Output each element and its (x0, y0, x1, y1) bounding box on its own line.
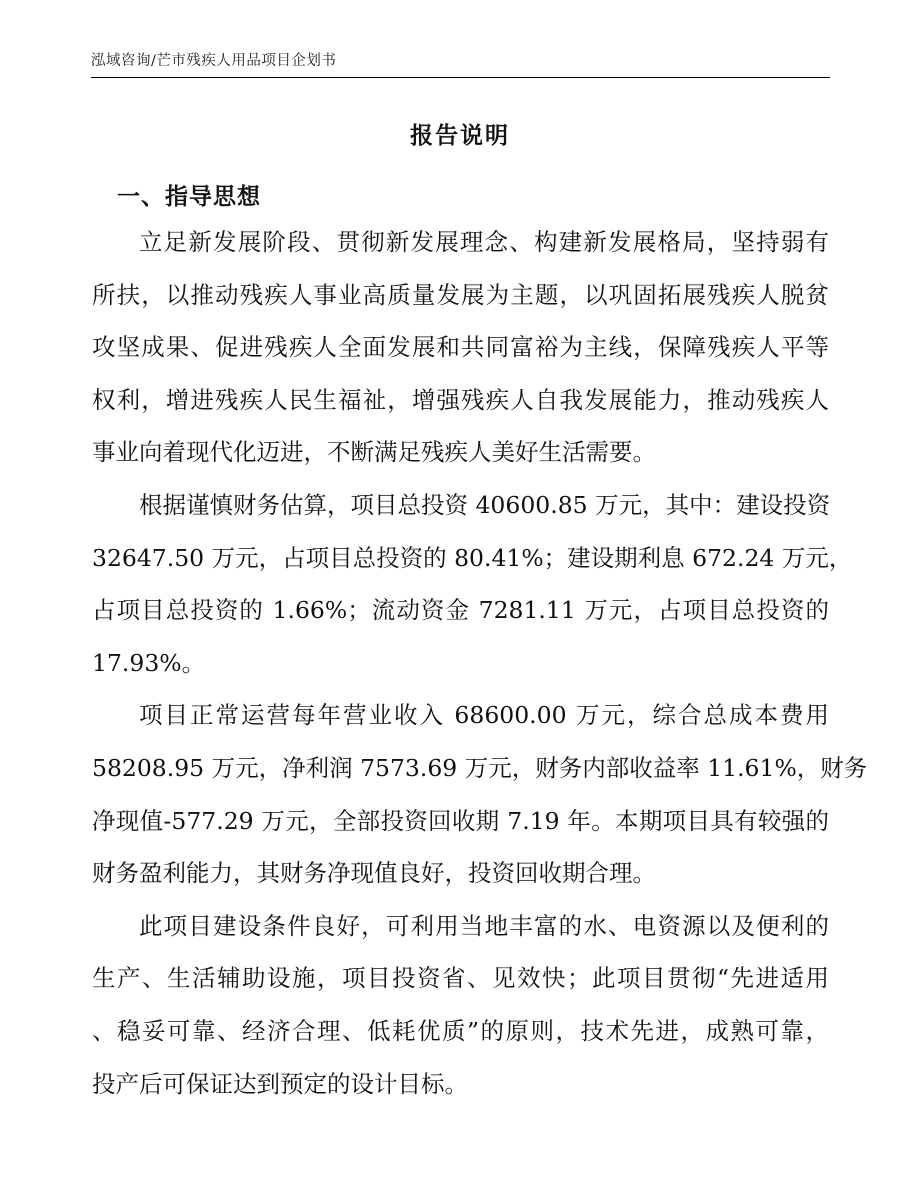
paragraph (92, 900, 829, 1110)
paragraph-line: 17.93%。 (92, 648, 206, 677)
paragraph (92, 216, 829, 479)
paragraph-line: 、稳妥可靠、经济合理、低耗优质”的原则，技术先进，成熟可靠， (92, 1016, 829, 1045)
paragraph-line: 生产、生活辅助设施，项目投资省、见效快；此项目贯彻“先进适用 (92, 964, 829, 993)
paragraph-line: 净现值-577.29 万元，全部投资回收期 7.19 年。本期项目具有较强的 (92, 806, 829, 835)
paragraph-line: 攻坚成果、促进残疾人全面发展和共同富裕为主线，保障残疾人平等 (92, 333, 829, 362)
paragraph-line: 财务盈利能力，其财务净现值良好，投资回收期合理。 (92, 859, 656, 888)
page-header (91, 48, 830, 78)
paragraph-line: 投产后可保证达到预定的设计目标。 (92, 1069, 468, 1098)
paragraph-line: 事业向着现代化迈进，不断满足残疾人美好生活需要。 (92, 438, 656, 467)
paragraph-line: 根据谨慎财务估算，项目总投资 40600.85 万元，其中：建设投资 (139, 490, 831, 519)
paragraph-line: 项目正常运营每年营业收入 68600.00 万元，综合总成本费用 (139, 701, 829, 730)
section-heading: 一、指导思想 (117, 184, 261, 210)
paragraph (92, 479, 853, 689)
page-title: 报告说明 (410, 123, 510, 149)
paragraph-line: 立足新发展阶段、贯彻新发展理念、构建新发展格局，坚持弱有 (139, 228, 829, 256)
paragraph-line: 此项目建设条件良好，可利用当地丰富的水、电资源以及便利的 (139, 911, 829, 940)
document-body (92, 216, 868, 1110)
paragraph-line: 58208.95 万元，净利润 7573.69 万元，财务内部收益率 11.61%，财务 (92, 753, 868, 782)
paragraph-line: 占项目总投资的 1.66%；流动资金 7281.11 万元，占项目总投资的 (92, 596, 829, 625)
header-text: 泓域咨询/芒市残疾人用品项目企划书 (91, 53, 337, 69)
paragraph-line: 所扶，以推动残疾人事业高质量发展为主题，以巩固拓展残疾人脱贫 (92, 280, 829, 309)
paragraph (92, 689, 868, 899)
paragraph-line: 32647.50 万元，占项目总投资的 80.41%；建设期利息 672.24 万元， (92, 543, 853, 572)
paragraph-line: 权利，增进残疾人民生福祉，增强残疾人自我发展能力，推动残疾人 (92, 385, 829, 414)
